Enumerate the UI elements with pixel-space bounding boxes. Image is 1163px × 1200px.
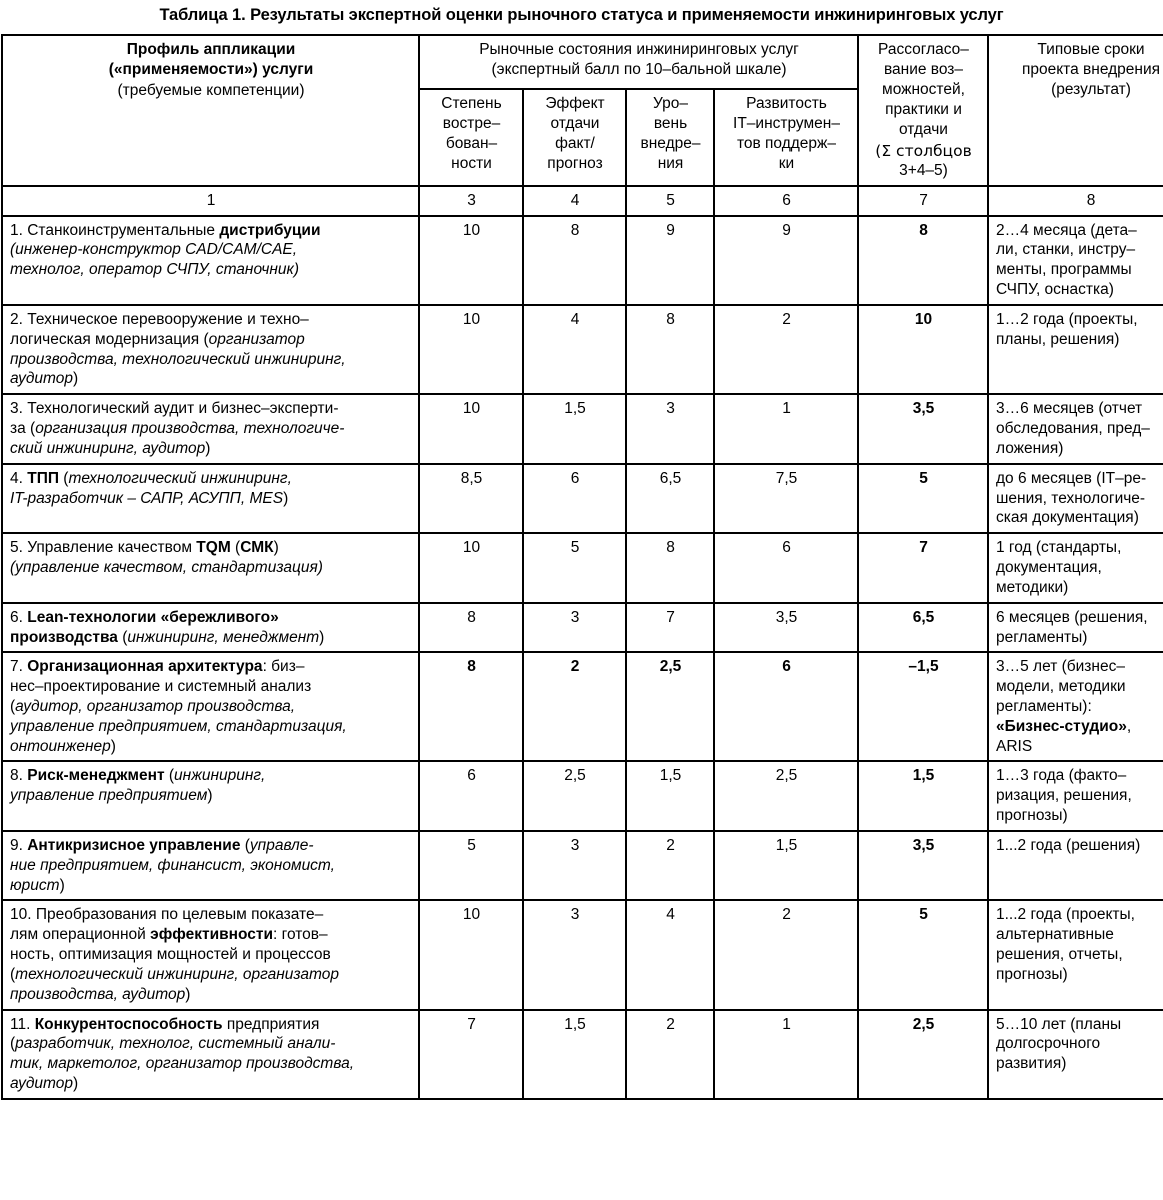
row-timeline-5: 1 год (стандарты, документация, методики)	[988, 533, 1163, 602]
header-adoption-level	[626, 89, 714, 186]
row-profile-8: 8. Риск-менеджмент (инжиниринг, управление предприятием)	[2, 761, 419, 830]
header-timeline-line2: проекта внедрения	[1021, 60, 1161, 78]
table-row	[2, 761, 1163, 830]
row-profile-3: 3. Технологический аудит и бизнес–эксперти- за (организация производства, технологиче- ский инжиниринг, аудитор)	[2, 394, 419, 463]
row-it-2: 2	[714, 305, 858, 394]
row-demand-8: 6	[419, 761, 523, 830]
header-mismatch	[858, 35, 988, 186]
row-mismatch-4: 5	[858, 464, 988, 533]
row-mismatch-1: 8	[858, 216, 988, 305]
row-timeline-8: 1…3 года (факто– ризация, решения, прогнозы)	[988, 761, 1163, 830]
row-timeline-7: 3…5 лет (бизнес– модели, методики регламенты): «Бизнес-студио», ARIS	[988, 652, 1163, 761]
row-it-8: 2,5	[714, 761, 858, 830]
row-mismatch-11: 2,5	[858, 1010, 988, 1099]
table-row	[2, 652, 1163, 761]
row-return-6: 3	[523, 603, 626, 653]
page-title: Таблица 1. Результаты экспертной оценки рыночного статуса и применяемости инжиниринговых услуг	[159, 6, 1004, 24]
row-it-10: 2	[714, 900, 858, 1009]
row-it-3: 1	[714, 394, 858, 463]
row-adoption-11: 2	[626, 1010, 714, 1099]
table-row	[2, 900, 1163, 1009]
row-timeline-10: 1...2 года (проекты, альтернативные решения, отчеты, прогнозы)	[988, 900, 1163, 1009]
header-profile-line2: («применяемости») услуги	[108, 61, 314, 79]
row-it-6: 3,5	[714, 603, 858, 653]
header-adoption-level-line2: вень	[653, 114, 688, 132]
column-number-7: 7	[858, 186, 988, 216]
row-mismatch-6: 6,5	[858, 603, 988, 653]
row-profile-1: 1. Станкоинструментальные дистрибуции (инженер-конструктор CAD/CAM/CAE, технолог, оператор СЧПУ, станочник)	[2, 216, 419, 305]
header-demand-line1: Степень	[441, 94, 502, 112]
row-adoption-3: 3	[626, 394, 714, 463]
table-row	[2, 216, 1163, 305]
row-return-11: 1,5	[523, 1010, 626, 1099]
row-return-8: 2,5	[523, 761, 626, 830]
row-return-1: 8	[523, 216, 626, 305]
row-demand-7: 8	[419, 652, 523, 761]
row-return-10: 3	[523, 900, 626, 1009]
row-timeline-2: 1…2 года (проекты, планы, решения)	[988, 305, 1163, 394]
header-return-effect-line3: факт/	[555, 134, 595, 152]
row-profile-9: 9. Антикризисное управление (управле- ние предприятием, финансист, экономист, юрист)	[2, 831, 419, 900]
row-it-9: 1,5	[714, 831, 858, 900]
header-it-maturity-line4: ки	[778, 155, 795, 173]
row-mismatch-5: 7	[858, 533, 988, 602]
row-timeline-4: до 6 месяцев (IT–ре- шения, технологиче- ская документация)	[988, 464, 1163, 533]
row-return-2: 4	[523, 305, 626, 394]
row-return-5: 5	[523, 533, 626, 602]
row-adoption-10: 4	[626, 900, 714, 1009]
row-timeline-9: 1...2 года (решения)	[988, 831, 1163, 900]
column-number-1: 1	[2, 186, 419, 216]
header-mismatch-line6: (Σ столбцов	[875, 141, 972, 160]
table-row	[2, 394, 1163, 463]
row-adoption-5: 8	[626, 533, 714, 602]
column-number-5: 5	[626, 186, 714, 216]
row-demand-5: 10	[419, 533, 523, 602]
table-row	[2, 831, 1163, 900]
row-demand-1: 10	[419, 216, 523, 305]
row-it-1: 9	[714, 216, 858, 305]
row-profile-10: 10. Преобразования по целевым показате– лям операционной эффективности: готов– ность, оптимизация мощностей и процессов (технологический инжиниринг, организатор производства, аудитор)	[2, 900, 419, 1009]
row-timeline-6: 6 месяцев (решения, регламенты)	[988, 603, 1163, 653]
row-demand-11: 7	[419, 1010, 523, 1099]
row-mismatch-7: –1,5	[858, 652, 988, 761]
row-it-4: 7,5	[714, 464, 858, 533]
header-return-effect-line2: отдачи	[550, 114, 600, 132]
row-adoption-4: 6,5	[626, 464, 714, 533]
table-row	[2, 603, 1163, 653]
row-adoption-7: 2,5	[626, 652, 714, 761]
row-timeline-3: 3…6 месяцев (отчет обследования, пред– ложения)	[988, 394, 1163, 463]
table-body	[2, 216, 1163, 1099]
row-demand-3: 10	[419, 394, 523, 463]
row-profile-5: 5. Управление качеством TQM (СМК) (управление качеством, стандартизация)	[2, 533, 419, 602]
header-timeline	[988, 35, 1163, 186]
row-mismatch-3: 3,5	[858, 394, 988, 463]
header-it-maturity-line1: Развитость	[746, 94, 827, 112]
table-row	[2, 533, 1163, 602]
row-it-5: 6	[714, 533, 858, 602]
header-it-maturity-line2: IT–инструмен–	[733, 114, 840, 132]
header-demand-line2: востре–	[442, 114, 501, 132]
header-mismatch-line4: практики и	[885, 101, 962, 119]
column-number-6: 6	[714, 186, 858, 216]
header-it-maturity-line3: тов поддерж–	[736, 134, 837, 152]
row-profile-4: 4. ТПП (технологический инжиниринг, IT-разработчик – САПР, АСУПП, MES)	[2, 464, 419, 533]
header-market-states-line1: Рыночные состояния инжиниринговых услуг	[479, 40, 799, 58]
row-demand-10: 10	[419, 900, 523, 1009]
row-adoption-8: 1,5	[626, 761, 714, 830]
column-number-8: 8	[988, 186, 1163, 216]
row-adoption-6: 7	[626, 603, 714, 653]
row-mismatch-9: 3,5	[858, 831, 988, 900]
column-number-4: 4	[523, 186, 626, 216]
row-adoption-1: 9	[626, 216, 714, 305]
row-profile-11: 11. Конкурентоспособность предприятия (разработчик, технолог, системный анали- тик, маркетолог, организатор производства, аудитор)	[2, 1010, 419, 1099]
header-timeline-line3: (результат)	[1051, 81, 1131, 99]
header-profile	[2, 35, 419, 186]
header-adoption-level-line1: Уро–	[652, 94, 688, 112]
table-row	[2, 305, 1163, 394]
row-it-7: 6	[714, 652, 858, 761]
header-profile-line3: (требуемые компетенции)	[117, 81, 305, 99]
row-timeline-1: 2…4 месяца (дета– ли, станки, инстру– менты, программы СЧПУ, оснастка)	[988, 216, 1163, 305]
row-profile-7: 7. Организационная архитектура: биз– нес–проектирование и системный анализ (аудитор, организатор производства, управление предприятием, стандартизация, онтоинженер)	[2, 652, 419, 761]
header-mismatch-line1: Рассогласо–	[878, 40, 969, 58]
header-demand-line4: ности	[451, 155, 492, 173]
header-return-effect	[523, 89, 626, 186]
header-it-maturity	[714, 89, 858, 186]
table-row	[2, 1010, 1163, 1099]
table-row	[2, 464, 1163, 533]
header-timeline-line1: Типовые сроки	[1037, 40, 1145, 58]
row-demand-2: 10	[419, 305, 523, 394]
row-mismatch-2: 10	[858, 305, 988, 394]
header-market-states	[419, 35, 858, 89]
header-mismatch-line5: отдачи	[899, 121, 948, 139]
row-demand-4: 8,5	[419, 464, 523, 533]
header-return-effect-line1: Эффект	[545, 94, 605, 112]
header-demand	[419, 89, 523, 186]
row-adoption-9: 2	[626, 831, 714, 900]
table-header-row-1	[2, 35, 1163, 89]
column-number-3: 3	[419, 186, 523, 216]
row-return-3: 1,5	[523, 394, 626, 463]
row-mismatch-8: 1,5	[858, 761, 988, 830]
header-market-states-line2: (экспертный балл по 10–бальной шкале)	[491, 60, 787, 78]
row-it-11: 1	[714, 1010, 858, 1099]
header-adoption-level-line3: внедре–	[640, 134, 701, 152]
row-profile-2: 2. Техническое перевооружение и техно– логическая модернизация (организатор производства, технологический инжиниринг, аудитор)	[2, 305, 419, 394]
row-timeline-11: 5…10 лет (планы долгосрочного развития)	[988, 1010, 1163, 1099]
column-number-row	[2, 186, 1163, 216]
results-table	[1, 34, 1163, 1100]
row-demand-6: 8	[419, 603, 523, 653]
row-return-4: 6	[523, 464, 626, 533]
header-mismatch-line3: можностей,	[882, 81, 965, 99]
header-return-effect-line4: прогноз	[547, 155, 603, 173]
header-profile-line1: Профиль аппликации	[126, 40, 296, 58]
header-mismatch-line7: 3+4–5)	[899, 161, 948, 179]
row-adoption-2: 8	[626, 305, 714, 394]
row-mismatch-10: 5	[858, 900, 988, 1009]
header-adoption-level-line4: ния	[657, 155, 684, 173]
header-demand-line3: бован–	[445, 134, 498, 152]
row-return-9: 3	[523, 831, 626, 900]
header-mismatch-line2: вание воз–	[883, 60, 964, 78]
row-return-7: 2	[523, 652, 626, 761]
row-demand-9: 5	[419, 831, 523, 900]
row-profile-6: 6. Lean-технологии «бережливого» производства (инжиниринг, менеджмент)	[2, 603, 419, 653]
